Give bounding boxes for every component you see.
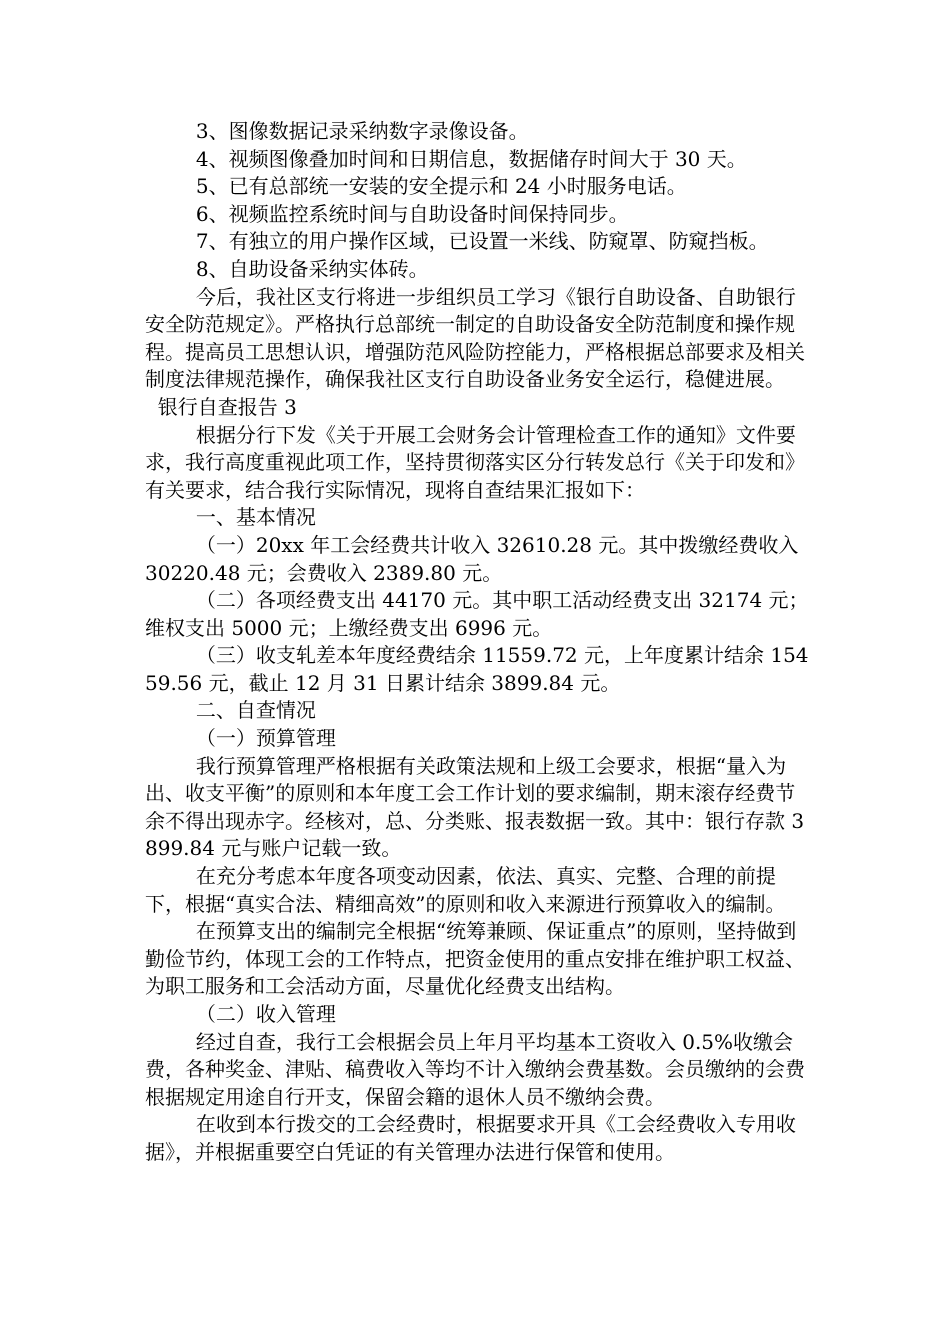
paragraph-income-1: 经过自查，我行工会根据会员上年月平均基本工资收入 0.5%收缴会费，各种奖金、津贴、稿费收入等均不计入缴纳会费基数。会员缴纳的会费根据规定用途自行开支，保留会籍的退休人员不缴纳会费。 (145, 1029, 805, 1109)
paragraph-item-8: 8、自助设备采纳实体砖。 (145, 256, 429, 281)
heading-budget-management: （一）预算管理 (145, 726, 336, 751)
heading-income-management: （二）收入管理 (145, 1002, 336, 1026)
paragraph-item-6: 6、视频监控系统时间与自助设备时间保持同步。 (145, 201, 629, 226)
paragraph-item-5: 5、已有总部统一安装的安全提示和 24 小时服务电话。 (145, 174, 687, 199)
paragraph-balance: （三）收支轧差本年度经费结余 11559.72 元，上年度累计结余 15459.56 元，截止 12 月 31 日累计结余 3899.84 元。 (145, 643, 809, 695)
paragraph-income-2: 在收到本行拨交的工会经费时，根据要求开具《工会经费收入专用收据》，并根据重要空白凭证的有关管理办法进行保管和使用。 (145, 1112, 796, 1164)
paragraph-income: （一）20xx 年工会经费共计收入 32610.28 元。其中拨缴经费收入 30220.48 元；会费收入 2389.80 元。 (145, 532, 805, 585)
paragraph-budget-1: 我行预算管理严格根据有关政策法规和上级工会要求，根据“量入为出、收支平衡”的原则和本年度工会工作计划的要求编制，期末滚存经费节余不得出现赤字。经核对，总、分类账、报表数据一致。其中：银行存款 3899.84 元与账户记载一致。 (145, 753, 805, 861)
section-title-report-3: 银行自查报告 3 (145, 394, 297, 419)
paragraph-item-3: 3、图像数据记录采纳数字录像设备。 (145, 119, 529, 143)
heading-self-check: 二、自查情况 (145, 698, 316, 723)
paragraph-budget-3: 在预算支出的编制完全根据“统筹兼顾、保证重点”的原则，坚持做到勤俭节约，体现工会的工作特点，把资金使用的重点安排在维护职工权益、为职工服务和工会活动方面，尽量优化经费支出结构。 (145, 919, 805, 999)
heading-basic-situation: 一、基本情况 (145, 505, 316, 530)
paragraph-future-plan: 今后，我社区支行将进一步组织员工学习《银行自助设备、自助银行安全防范规定》。严格执行总部统一制定的自助设备安全防范制度和操作规程。提高员工思想认识，增强防范风险防控能力，严格根据总部要求及相关制度法律规范操作，确保我社区支行自助设备业务安全运行，稳健进展。 (145, 284, 805, 392)
paragraph-item-4: 4、视频图像叠加时间和日期信息，数据储存时间大于 30 天。 (145, 146, 747, 171)
paragraph-item-7: 7、有独立的用户操作区域，已设置一米线、防窥罩、防窥挡板。 (145, 229, 769, 254)
paragraph-budget-2: 在充分考虑本年度各项变动因素，依法、真实、完整、合理的前提下，根据“真实合法、精细高效”的原则和收入来源进行预算收入的编制。 (145, 864, 786, 916)
paragraph-expenses: （二）各项经费支出 44170 元。其中职工活动经费支出 32174 元；维权支出 5000 元；上缴经费支出 6996 元。 (145, 588, 809, 640)
document-body (145, 118, 813, 1167)
paragraph-intro: 根据分行下发《关于开展工会财务会计管理检查工作的通知》文件要求，我行高度重视此项工作，坚持贯彻落实区分行转发总行《关于印发和》有关要求，结合我行实际情况，现将自查结果汇报如下： (145, 422, 805, 502)
